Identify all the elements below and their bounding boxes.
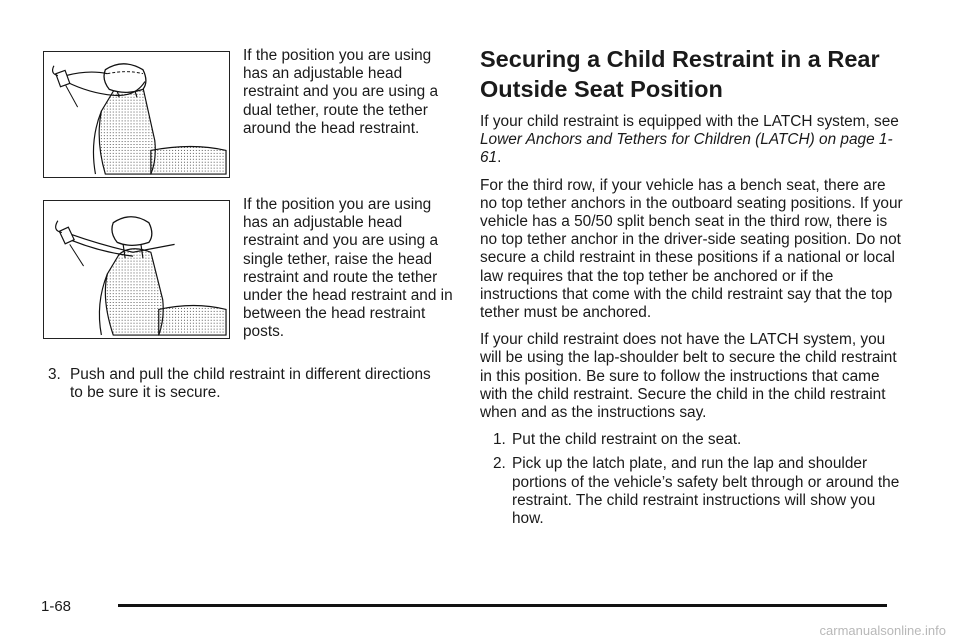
paragraph-third-row: For the third row, if your vehicle has a bench seat, there are no top tether anchors in the outboard seating positions. If your vehicle has a 50/50 split bench seat in the third row, there is no top tether anchor in the driver-side seating position. Do not secure a child restraint in these positions if a national or local law requires that the top tether be anchored or if the instructions that come with the child restraint say that the top tether must be anchored. xyxy=(480,176,903,322)
latch-page-reference: Lower Anchors and Tethers for Children (LATCH) on page 1-61 xyxy=(480,131,893,167)
caption-dual-tether: If the position you are using has an adjustable head restraint and you are using a dual tether, route the tether around the head restraint. xyxy=(243,47,439,137)
right-column xyxy=(480,44,905,534)
seat-illustration-single-tether xyxy=(44,201,229,338)
latch-reference-suffix: . xyxy=(497,149,502,167)
step-3 xyxy=(48,366,443,402)
figure-single-tether xyxy=(43,200,230,339)
caption-single-tether: If the position you are using has an adjustable head restraint and you are using a single tether, raise the head restraint and route the tether under the head restraint and in between the head restraint posts. xyxy=(243,196,453,341)
watermark: carmanualsonline.info xyxy=(819,623,946,638)
footer-rule xyxy=(118,604,887,607)
step-2 xyxy=(493,455,905,528)
seat-illustration-dual-tether xyxy=(44,52,229,177)
page-number: 1-68 xyxy=(41,598,72,615)
figure-dual-tether xyxy=(43,51,230,178)
step-text: Pick up the latch plate, and run the lap and shoulder portions of the vehicle’s safety belt through or around the restraint. The child restraint instructions will show you how. xyxy=(512,455,900,528)
paragraph-latch-reference xyxy=(480,113,905,168)
paragraph-no-latch: If your child restraint does not have the LATCH system, you will be using the lap-shoulder belt to secure the child restraint in this position. Be sure to follow the instructions that came with the child restraint. Secure the child in the child restraint when and as the instructions say. xyxy=(480,331,897,422)
section-heading: Securing a Child Restraint in a Rear Outside Seat Position xyxy=(480,46,880,102)
latch-reference-prefix: If your child restraint is equipped with the LATCH system, see xyxy=(480,113,899,130)
step-number: 3. xyxy=(48,366,61,383)
step-text: Put the child restraint on the seat. xyxy=(512,431,742,449)
step-text: Push and pull the child restraint in different directions to be sure it is secure. xyxy=(70,366,431,402)
step-number: 2. xyxy=(493,455,506,473)
step-number: 1. xyxy=(493,431,506,449)
step-1 xyxy=(493,431,905,449)
